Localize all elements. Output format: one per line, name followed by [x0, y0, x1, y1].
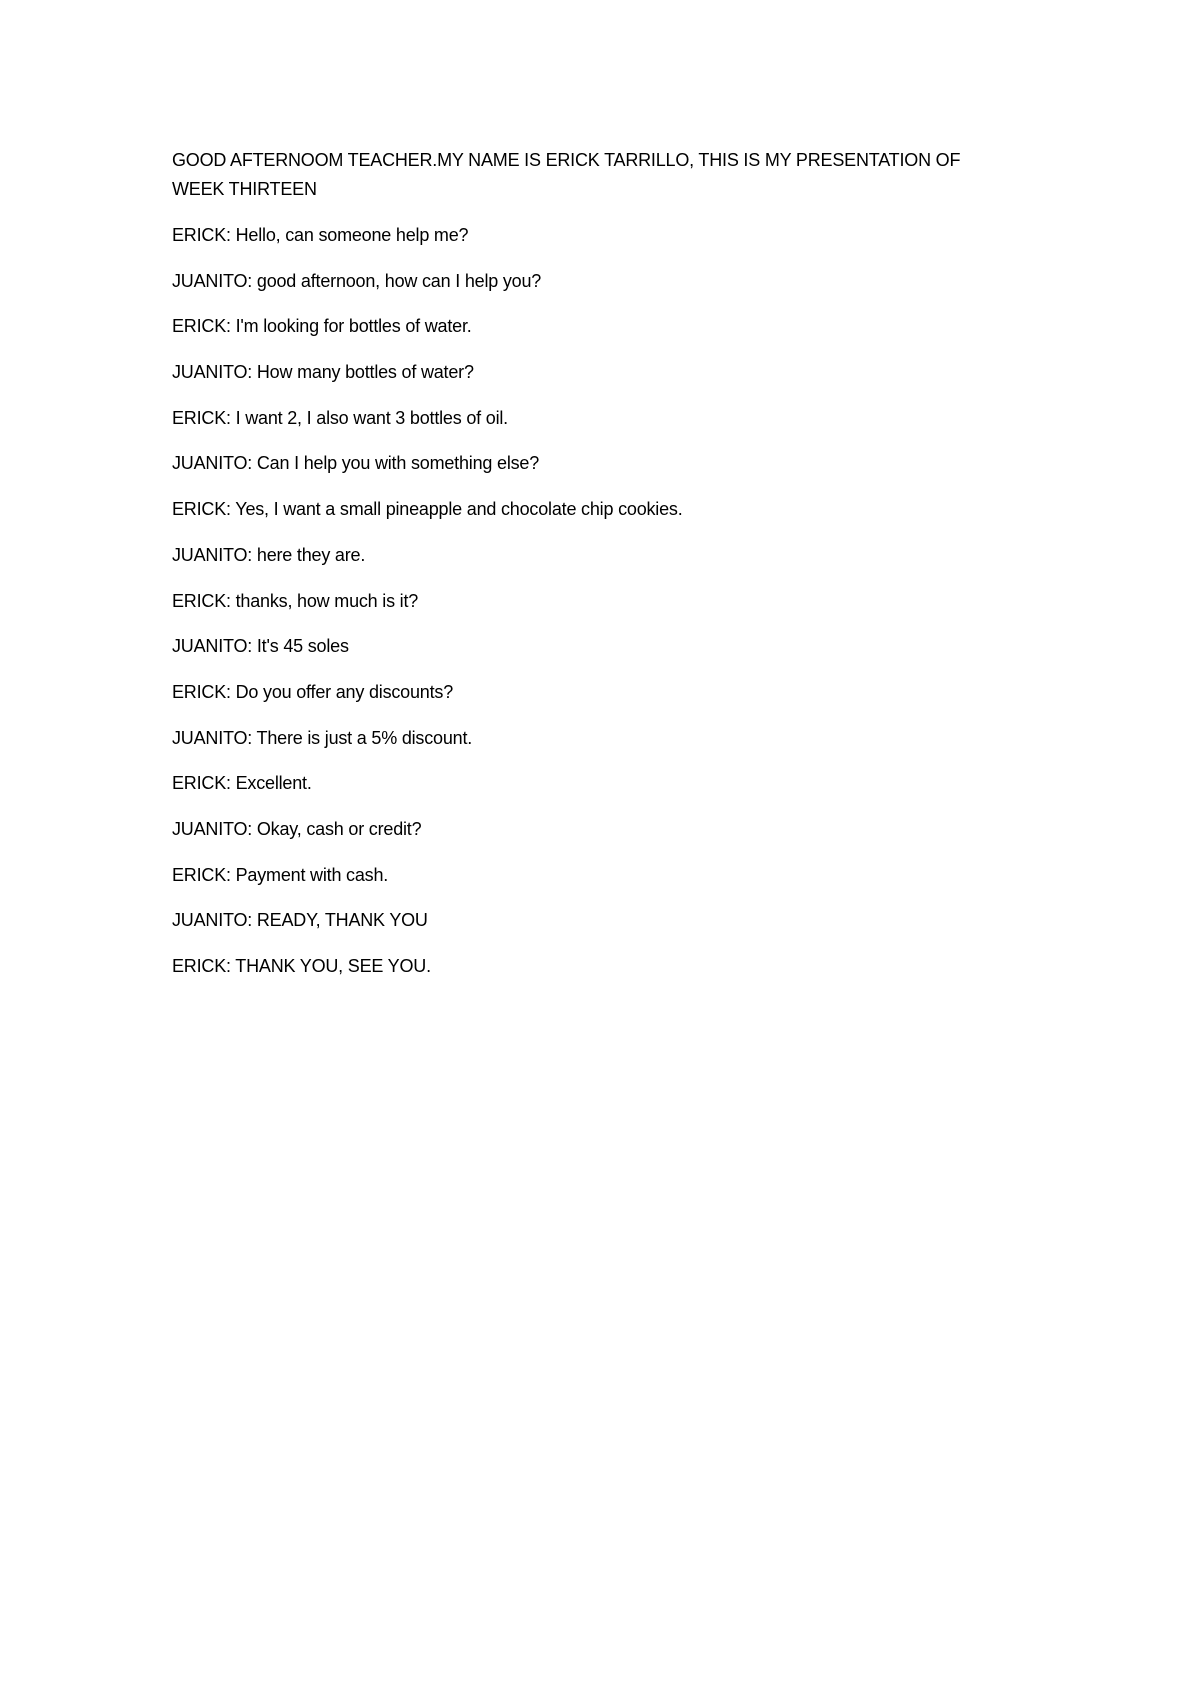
dialogue-line: ERICK: THANK YOU, SEE YOU.: [172, 956, 431, 976]
dialogue-line: JUANITO: There is just a 5% discount.: [172, 727, 473, 748]
dialogue-line: JUANITO: Can I help you with something else?: [172, 453, 540, 474]
dialogue-line: ERICK: I'm looking for bottles of water.: [172, 316, 472, 337]
dialogue-line: ERICK: Do you offer any discounts?: [172, 681, 454, 702]
dialogue-line: JUANITO: READY, THANK YOU: [172, 910, 428, 931]
dialogue-line: JUANITO: here they are.: [172, 544, 366, 565]
dialogue-line: JUANITO: Okay, cash or credit?: [172, 818, 422, 839]
dialogue-line: ERICK: Payment with cash.: [172, 864, 389, 885]
dialogue-line: ERICK: Hello, can someone help me?: [172, 225, 469, 245]
dialogue-line: JUANITO: good afternoon, how can I help you?: [172, 270, 542, 291]
document-body: [172, 146, 1032, 1000]
dialogue-line: ERICK: thanks, how much is it?: [172, 590, 419, 611]
dialogue-line: JUANITO: How many bottles of water?: [172, 362, 474, 383]
dialogue-list: [172, 223, 1032, 1000]
dialogue-line: ERICK: I want 2, I also want 3 bottles of oil.: [172, 407, 508, 428]
intro-paragraph: GOOD AFTERNOOM TEACHER.MY NAME IS ERICK TARRILLO, THIS IS MY PRESENTATION OF WEEK THIRTEEN: [172, 150, 961, 199]
dialogue-line: ERICK: Excellent.: [172, 773, 312, 794]
dialogue-line: JUANITO: It's 45 soles: [172, 636, 349, 657]
dialogue-line: ERICK: Yes, I want a small pineapple and chocolate chip cookies.: [172, 499, 683, 520]
